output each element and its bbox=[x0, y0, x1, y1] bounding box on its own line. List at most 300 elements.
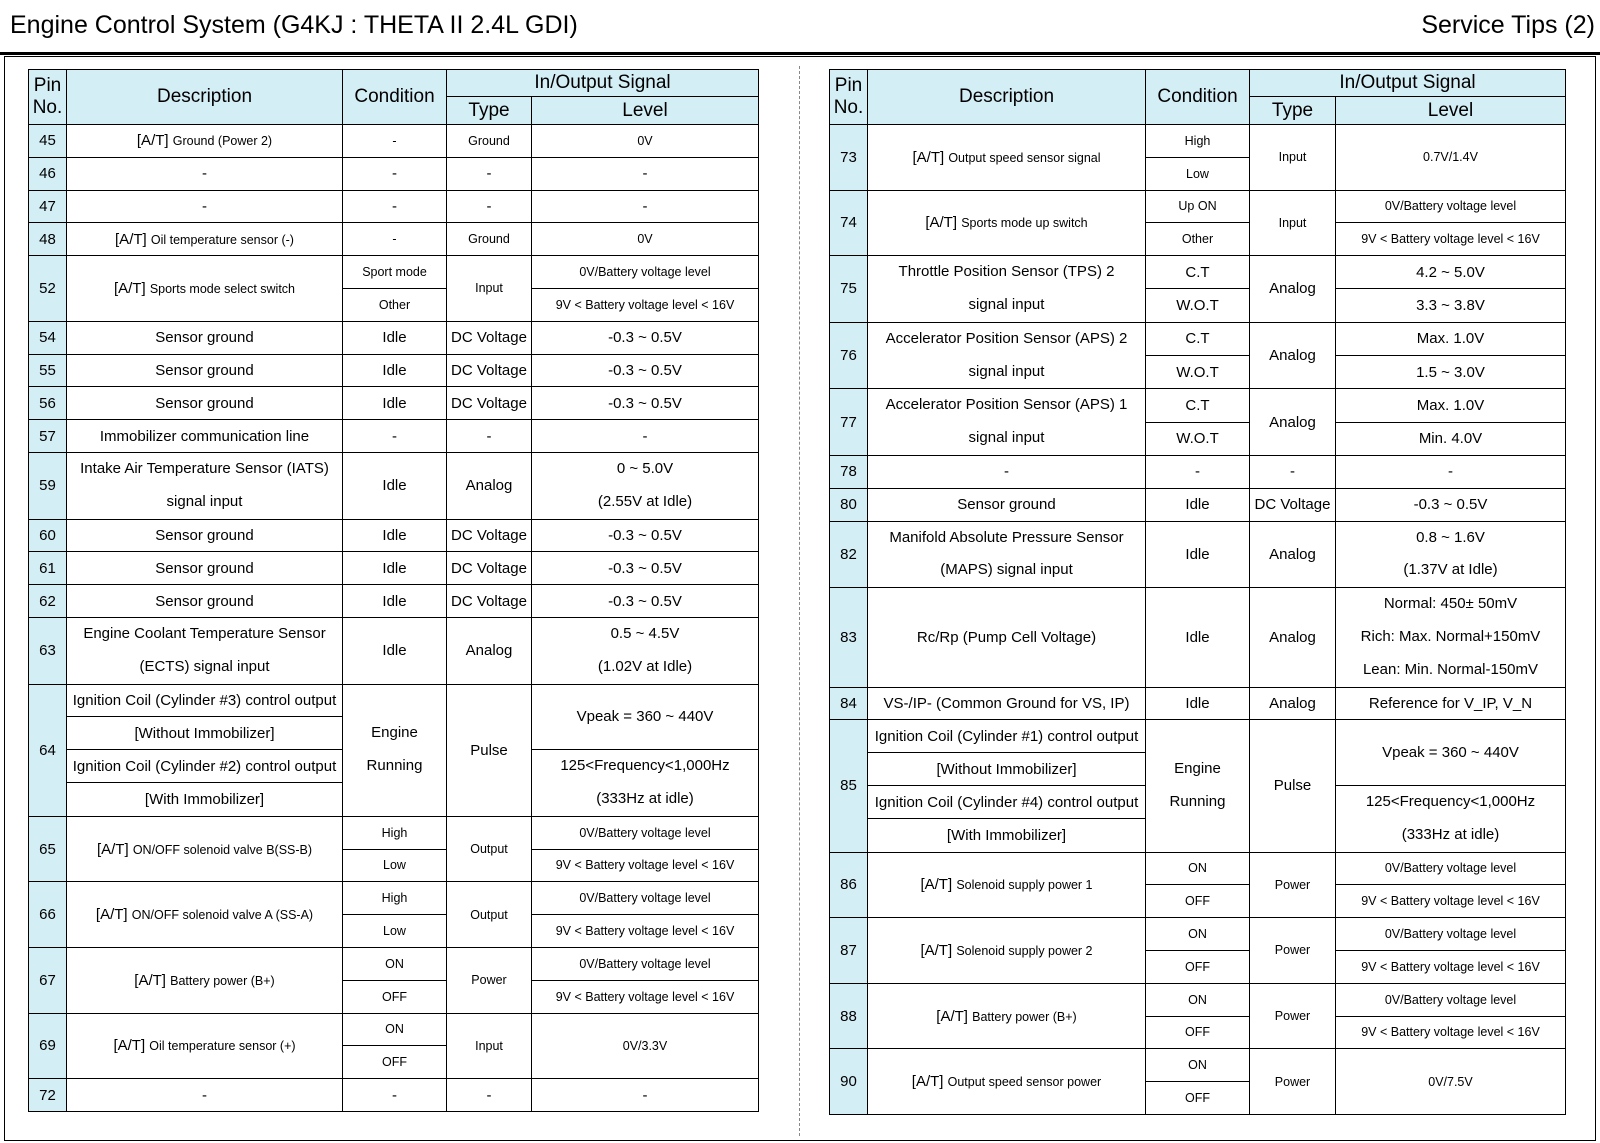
table-row bbox=[29, 552, 759, 585]
pin-description bbox=[67, 125, 343, 158]
table-row bbox=[830, 521, 1566, 554]
signal-level: 9V < Battery voltage level < 16V bbox=[1336, 950, 1566, 983]
pin-condition: High bbox=[343, 816, 447, 849]
pin-description bbox=[67, 816, 343, 882]
pin-number: 86 bbox=[830, 852, 868, 918]
pin-condition: OFF bbox=[1146, 1016, 1250, 1049]
table-row bbox=[830, 455, 1566, 488]
pin-number: 67 bbox=[29, 947, 67, 1013]
signal-level: 0V/Battery voltage level bbox=[1336, 918, 1566, 951]
description-text: Accelerator Position Sensor (APS) 2 bbox=[885, 329, 1128, 347]
pin-condition: Other bbox=[1146, 223, 1250, 256]
description-text: signal input bbox=[166, 492, 243, 510]
pin-table-right bbox=[829, 69, 1566, 1115]
pin-description: [With Immobilizer] bbox=[67, 783, 343, 816]
pin-condition: W.O.T bbox=[1146, 422, 1250, 455]
signal-level: 0V/Battery voltage level bbox=[1336, 983, 1566, 1016]
signal-type: - bbox=[447, 190, 532, 223]
description-text: Battery power (B+) bbox=[972, 1009, 1077, 1024]
pin-condition bbox=[1146, 720, 1250, 852]
pin-condition: Idle bbox=[343, 585, 447, 618]
signal-level: 0V/Battery voltage level bbox=[532, 256, 759, 289]
signal-level bbox=[1336, 785, 1566, 852]
table-row bbox=[830, 322, 1566, 355]
pin-number: 87 bbox=[830, 918, 868, 984]
pin-description: Ignition Coil (Cylinder #4) control output bbox=[868, 785, 1146, 818]
signal-type: Power bbox=[1250, 852, 1336, 918]
at-tag: [A/T] bbox=[136, 132, 173, 150]
signal-level: 9V < Battery voltage level < 16V bbox=[1336, 1016, 1566, 1049]
pin-description: Sensor ground bbox=[67, 321, 343, 354]
pin-no-header bbox=[29, 70, 67, 125]
signal-type: Analog bbox=[1250, 256, 1336, 323]
signal-type: DC Voltage bbox=[447, 387, 532, 420]
pin-condition: - bbox=[343, 157, 447, 190]
signal-type: DC Voltage bbox=[447, 519, 532, 552]
description-header: Description bbox=[868, 70, 1146, 125]
pin-description bbox=[868, 521, 1146, 588]
signal-level: 9V < Battery voltage level < 16V bbox=[1336, 223, 1566, 256]
pin-description: Sensor ground bbox=[67, 552, 343, 585]
table-row bbox=[29, 387, 759, 420]
pin-description: Ignition Coil (Cylinder #3) control output bbox=[67, 684, 343, 717]
at-tag: [A/T] bbox=[920, 941, 957, 959]
at-tag: [A/T] bbox=[96, 840, 133, 858]
pin-condition: Low bbox=[343, 849, 447, 882]
signal-type: - bbox=[447, 420, 532, 453]
pin-number: 88 bbox=[830, 983, 868, 1049]
table-row bbox=[29, 1013, 759, 1046]
io-signal-header: In/Output Signal bbox=[1250, 70, 1566, 97]
pin-number: 52 bbox=[29, 256, 67, 322]
pin-condition: Idle bbox=[343, 552, 447, 585]
pin-condition: OFF bbox=[343, 1046, 447, 1079]
signal-level: -0.3 ~ 0.5V bbox=[532, 585, 759, 618]
page-title: Engine Control System (G4KJ : THETA II 2.4L GDI) bbox=[10, 11, 578, 39]
signal-level: 0V/Battery voltage level bbox=[1336, 190, 1566, 223]
description-text: Sports mode up switch bbox=[961, 216, 1088, 231]
table-row bbox=[29, 882, 759, 915]
description-text: Output speed sensor power bbox=[947, 1075, 1102, 1090]
description-text: signal input bbox=[968, 362, 1045, 380]
at-tag: [A/T] bbox=[920, 876, 957, 894]
table-row bbox=[29, 816, 759, 849]
description-text: Ground (Power 2) bbox=[172, 134, 273, 149]
pin-condition: C.T bbox=[1146, 256, 1250, 289]
description-text: Sports mode select switch bbox=[149, 281, 296, 296]
pin-number: 47 bbox=[29, 190, 67, 223]
signal-level bbox=[532, 750, 759, 817]
pin-description: - bbox=[868, 455, 1146, 488]
signal-level bbox=[532, 617, 759, 684]
pin-description bbox=[67, 1013, 343, 1079]
pin-number: 46 bbox=[29, 157, 67, 190]
pin-condition: Idle bbox=[1146, 687, 1250, 720]
pin-condition: - bbox=[343, 1079, 447, 1112]
at-tag: [A/T] bbox=[115, 230, 151, 248]
io-signal-header: In/Output Signal bbox=[447, 70, 759, 97]
pin-description bbox=[868, 1049, 1146, 1115]
pin-description: VS-/IP- (Common Ground for VS, IP) bbox=[868, 687, 1146, 720]
table-row bbox=[830, 918, 1566, 951]
pin-condition: - bbox=[1146, 455, 1250, 488]
table-row bbox=[29, 190, 759, 223]
level-text: 0.5 ~ 4.5V bbox=[610, 624, 680, 642]
at-tag: [A/T] bbox=[134, 971, 171, 989]
signal-level: -0.3 ~ 0.5V bbox=[532, 519, 759, 552]
description-header: Description bbox=[67, 70, 343, 125]
pin-description: Sensor ground bbox=[868, 488, 1146, 521]
pin-condition: OFF bbox=[1146, 950, 1250, 983]
table-row bbox=[29, 125, 759, 158]
pin-description bbox=[67, 256, 343, 322]
service-tips-label: Service Tips (2) bbox=[1421, 11, 1595, 39]
pin-condition: Idle bbox=[343, 354, 447, 387]
pin-description bbox=[868, 983, 1146, 1049]
table-row bbox=[29, 354, 759, 387]
condition-text: Engine bbox=[1174, 760, 1221, 778]
description-text: signal input bbox=[968, 429, 1045, 447]
pin-number: 74 bbox=[830, 190, 868, 256]
pin-condition: - bbox=[343, 420, 447, 453]
pin-description: Rc/Rp (Pump Cell Voltage) bbox=[868, 588, 1146, 687]
signal-level: 0V bbox=[532, 223, 759, 256]
description-text: Battery power (B+) bbox=[170, 973, 275, 988]
at-tag: [A/T] bbox=[936, 1007, 973, 1025]
signal-level: Max. 1.0V bbox=[1336, 322, 1566, 355]
table-row bbox=[830, 687, 1566, 720]
at-tag: [A/T] bbox=[912, 148, 949, 166]
signal-level: 0V/Battery voltage level bbox=[1336, 852, 1566, 885]
table-row bbox=[830, 852, 1566, 885]
signal-type: - bbox=[447, 1079, 532, 1112]
level-text: 125<Frequency<1,000Hz bbox=[1365, 792, 1536, 810]
pin-description bbox=[868, 389, 1146, 456]
pin-number: 73 bbox=[830, 125, 868, 191]
signal-type: Power bbox=[447, 947, 532, 1013]
pin-number: 55 bbox=[29, 354, 67, 387]
signal-level: 9V < Battery voltage level < 16V bbox=[1336, 885, 1566, 918]
level-text: (1.02V at Idle) bbox=[597, 657, 693, 675]
table-row bbox=[830, 1049, 1566, 1082]
description-text: Intake Air Temperature Sensor (IATS) bbox=[80, 459, 329, 477]
pin-no-label: Pin No. bbox=[32, 75, 63, 118]
signal-type: DC Voltage bbox=[447, 585, 532, 618]
level-text: (2.55V at Idle) bbox=[597, 492, 693, 510]
table-row bbox=[830, 125, 1566, 158]
pin-number: 48 bbox=[29, 223, 67, 256]
pin-condition: Idle bbox=[343, 321, 447, 354]
pin-number: 62 bbox=[29, 585, 67, 618]
signal-type: Input bbox=[447, 256, 532, 322]
table-row bbox=[830, 488, 1566, 521]
level-header: Level bbox=[1336, 97, 1566, 125]
signal-level: -0.3 ~ 0.5V bbox=[532, 354, 759, 387]
signal-level bbox=[1336, 521, 1566, 588]
table-row bbox=[29, 256, 759, 289]
signal-level: 0V/7.5V bbox=[1336, 1049, 1566, 1115]
table-row bbox=[830, 190, 1566, 223]
description-text: (MAPS) signal input bbox=[940, 561, 1073, 579]
pin-number: 80 bbox=[830, 488, 868, 521]
condition-header: Condition bbox=[343, 70, 447, 125]
signal-level: -0.3 ~ 0.5V bbox=[532, 321, 759, 354]
pin-condition: Idle bbox=[1146, 588, 1250, 687]
table-row bbox=[29, 519, 759, 552]
signal-level: Vpeak = 360 ~ 440V bbox=[532, 684, 759, 750]
pin-description: Ignition Coil (Cylinder #2) control output bbox=[67, 750, 343, 783]
pin-condition: Idle bbox=[343, 519, 447, 552]
pin-description bbox=[868, 322, 1146, 389]
signal-level: 1.5 ~ 3.0V bbox=[1336, 356, 1566, 389]
signal-level: 9V < Battery voltage level < 16V bbox=[532, 849, 759, 882]
description-text: Oil temperature sensor (+) bbox=[149, 1039, 296, 1054]
signal-type: Analog bbox=[1250, 687, 1336, 720]
pin-condition: C.T bbox=[1146, 389, 1250, 422]
signal-type: Input bbox=[1250, 125, 1336, 191]
signal-level: 3.3 ~ 3.8V bbox=[1336, 289, 1566, 322]
signal-level: 0V/3.3V bbox=[532, 1013, 759, 1079]
pin-condition: ON bbox=[1146, 852, 1250, 885]
pin-number: 76 bbox=[830, 322, 868, 389]
pin-number: 82 bbox=[830, 521, 868, 588]
table-row bbox=[830, 256, 1566, 289]
pin-condition: High bbox=[1146, 125, 1250, 158]
description-text: Solenoid supply power 2 bbox=[956, 943, 1093, 958]
pin-number: 69 bbox=[29, 1013, 67, 1079]
pin-condition: W.O.T bbox=[1146, 289, 1250, 322]
pin-description bbox=[67, 452, 343, 519]
pin-number: 54 bbox=[29, 321, 67, 354]
pin-condition: Low bbox=[343, 915, 447, 948]
type-header: Type bbox=[447, 97, 532, 125]
pin-description bbox=[67, 223, 343, 256]
at-tag: [A/T] bbox=[911, 1073, 948, 1091]
pin-condition: ON bbox=[1146, 1049, 1250, 1082]
level-text: Rich: Max. Normal+150mV bbox=[1360, 627, 1541, 645]
pin-description: [Without Immobilizer] bbox=[67, 717, 343, 750]
table-row bbox=[29, 684, 759, 717]
table-row bbox=[830, 588, 1566, 621]
page-header bbox=[0, 0, 1600, 55]
pin-condition: W.O.T bbox=[1146, 356, 1250, 389]
pin-description: Sensor ground bbox=[67, 354, 343, 387]
level-text: Normal: 450± 50mV bbox=[1383, 595, 1518, 613]
description-text: Throttle Position Sensor (TPS) 2 bbox=[898, 263, 1115, 281]
signal-level: 0V bbox=[532, 125, 759, 158]
table-row bbox=[29, 617, 759, 650]
pin-condition: Idle bbox=[1146, 521, 1250, 588]
signal-type: Power bbox=[1250, 983, 1336, 1049]
level-text: 0.8 ~ 1.6V bbox=[1416, 528, 1485, 546]
pin-description bbox=[868, 256, 1146, 323]
pin-condition: Idle bbox=[343, 452, 447, 519]
signal-level: -0.3 ~ 0.5V bbox=[532, 387, 759, 420]
pin-number: 78 bbox=[830, 455, 868, 488]
pin-number: 45 bbox=[29, 125, 67, 158]
at-tag: [A/T] bbox=[113, 279, 150, 297]
at-tag: [A/T] bbox=[95, 906, 132, 924]
pin-condition: - bbox=[343, 223, 447, 256]
pin-condition bbox=[343, 684, 447, 816]
pin-description bbox=[868, 190, 1146, 256]
pin-description bbox=[868, 918, 1146, 984]
pin-number: 59 bbox=[29, 452, 67, 519]
pin-condition: Idle bbox=[1146, 488, 1250, 521]
signal-level: 0.7V/1.4V bbox=[1336, 125, 1566, 191]
at-tag: [A/T] bbox=[925, 214, 962, 232]
signal-level: 9V < Battery voltage level < 16V bbox=[532, 980, 759, 1013]
signal-level: 0V/Battery voltage level bbox=[532, 882, 759, 915]
signal-type: - bbox=[447, 157, 532, 190]
pin-condition: Idle bbox=[343, 617, 447, 684]
pin-condition: ON bbox=[1146, 918, 1250, 951]
signal-level: Max. 1.0V bbox=[1336, 389, 1566, 422]
signal-level: 9V < Battery voltage level < 16V bbox=[532, 288, 759, 321]
pin-condition: OFF bbox=[343, 980, 447, 1013]
level-text: Lean: Min. Normal-150mV bbox=[1362, 660, 1539, 678]
table-row bbox=[830, 720, 1566, 753]
signal-level: - bbox=[532, 1079, 759, 1112]
signal-type: Analog bbox=[1250, 521, 1336, 588]
signal-level: - bbox=[532, 157, 759, 190]
pin-number: 72 bbox=[29, 1079, 67, 1112]
description-text: (ECTS) signal input bbox=[139, 657, 270, 675]
table-row bbox=[29, 223, 759, 256]
pin-number: 84 bbox=[830, 687, 868, 720]
pin-condition: Up ON bbox=[1146, 190, 1250, 223]
signal-type: DC Voltage bbox=[447, 321, 532, 354]
pin-condition: ON bbox=[1146, 983, 1250, 1016]
signal-level: Reference for V_IP, V_N bbox=[1336, 687, 1566, 720]
description-text: Output speed sensor signal bbox=[948, 150, 1101, 165]
pin-condition: Sport mode bbox=[343, 256, 447, 289]
signal-level: 4.2 ~ 5.0V bbox=[1336, 256, 1566, 289]
pin-condition: Idle bbox=[343, 387, 447, 420]
pin-description bbox=[868, 852, 1146, 918]
pin-description bbox=[67, 882, 343, 948]
pin-number: 66 bbox=[29, 882, 67, 948]
pin-number: 90 bbox=[830, 1049, 868, 1115]
description-text: Accelerator Position Sensor (APS) 1 bbox=[885, 396, 1128, 414]
signal-type: Pulse bbox=[447, 684, 532, 816]
condition-text: Engine bbox=[371, 724, 418, 742]
signal-type: Output bbox=[447, 816, 532, 882]
level-text: (1.37V at Idle) bbox=[1403, 561, 1498, 579]
pin-condition: - bbox=[343, 125, 447, 158]
condition-text: Running bbox=[366, 757, 423, 775]
pin-number: 75 bbox=[830, 256, 868, 323]
signal-level bbox=[1336, 588, 1566, 687]
pin-description bbox=[67, 947, 343, 1013]
signal-level: - bbox=[1336, 455, 1566, 488]
pin-condition: C.T bbox=[1146, 322, 1250, 355]
pin-condition: OFF bbox=[1146, 1082, 1250, 1115]
pin-number: 60 bbox=[29, 519, 67, 552]
signal-level: 9V < Battery voltage level < 16V bbox=[532, 915, 759, 948]
pin-number: 83 bbox=[830, 588, 868, 687]
signal-type: DC Voltage bbox=[447, 552, 532, 585]
type-header: Type bbox=[1250, 97, 1336, 125]
signal-type: Output bbox=[447, 882, 532, 948]
pin-description: [Without Immobilizer] bbox=[868, 753, 1146, 786]
description-text: signal input bbox=[968, 295, 1045, 313]
description-text: ON/OFF solenoid valve B(SS-B) bbox=[132, 842, 313, 857]
pin-description: Sensor ground bbox=[67, 585, 343, 618]
signal-type: Input bbox=[447, 1013, 532, 1079]
table-row bbox=[29, 420, 759, 453]
signal-level: 0V/Battery voltage level bbox=[532, 947, 759, 980]
signal-level: -0.3 ~ 0.5V bbox=[1336, 488, 1566, 521]
condition-header: Condition bbox=[1146, 70, 1250, 125]
pin-description: [With Immobilizer] bbox=[868, 819, 1146, 852]
table-row bbox=[29, 585, 759, 618]
pin-description: Immobilizer communication line bbox=[67, 420, 343, 453]
level-text: 125<Frequency<1,000Hz bbox=[560, 757, 730, 775]
pin-description: Sensor ground bbox=[67, 519, 343, 552]
table-row bbox=[830, 389, 1566, 422]
level-text: (333Hz at idle) bbox=[596, 789, 694, 807]
signal-type: Analog bbox=[1250, 389, 1336, 456]
signal-type: Analog bbox=[447, 452, 532, 519]
signal-type: Analog bbox=[1250, 588, 1336, 687]
signal-type: Ground bbox=[447, 223, 532, 256]
description-text: Manifold Absolute Pressure Sensor bbox=[889, 528, 1124, 546]
table-row bbox=[29, 157, 759, 190]
pin-condition: OFF bbox=[1146, 885, 1250, 918]
signal-type: Pulse bbox=[1250, 720, 1336, 852]
table-row bbox=[29, 452, 759, 485]
table-row bbox=[830, 983, 1566, 1016]
description-text: Engine Coolant Temperature Sensor bbox=[83, 624, 326, 642]
signal-type: DC Voltage bbox=[1250, 488, 1336, 521]
description-text: Oil temperature sensor (-) bbox=[150, 232, 294, 247]
pin-description: - bbox=[67, 190, 343, 223]
pin-table-left bbox=[28, 69, 759, 1112]
signal-level: Vpeak = 360 ~ 440V bbox=[1336, 720, 1566, 786]
table-row bbox=[29, 321, 759, 354]
table-row bbox=[29, 1079, 759, 1112]
pin-description: - bbox=[67, 1079, 343, 1112]
signal-level: - bbox=[532, 420, 759, 453]
signal-level bbox=[532, 452, 759, 519]
pin-number: 85 bbox=[830, 720, 868, 852]
pin-number: 57 bbox=[29, 420, 67, 453]
signal-type: Power bbox=[1250, 918, 1336, 984]
pin-description bbox=[868, 125, 1146, 191]
signal-type: Analog bbox=[1250, 322, 1336, 389]
signal-level: Min. 4.0V bbox=[1336, 422, 1566, 455]
description-text: Solenoid supply power 1 bbox=[956, 878, 1093, 893]
pin-number: 61 bbox=[29, 552, 67, 585]
signal-type: DC Voltage bbox=[447, 354, 532, 387]
level-header: Level bbox=[532, 97, 759, 125]
signal-level: -0.3 ~ 0.5V bbox=[532, 552, 759, 585]
signal-level: - bbox=[532, 190, 759, 223]
pin-description bbox=[67, 617, 343, 684]
pin-no-header bbox=[830, 70, 868, 125]
pin-condition: Other bbox=[343, 288, 447, 321]
signal-type: Analog bbox=[447, 617, 532, 684]
pin-description: Sensor ground bbox=[67, 387, 343, 420]
pin-condition: High bbox=[343, 882, 447, 915]
condition-text: Running bbox=[1169, 792, 1226, 810]
table-row bbox=[29, 947, 759, 980]
signal-type: Input bbox=[1250, 190, 1336, 256]
pin-condition: ON bbox=[343, 947, 447, 980]
description-text: ON/OFF solenoid valve A (SS-A) bbox=[131, 908, 314, 923]
pin-description: Ignition Coil (Cylinder #1) control output bbox=[868, 720, 1146, 753]
